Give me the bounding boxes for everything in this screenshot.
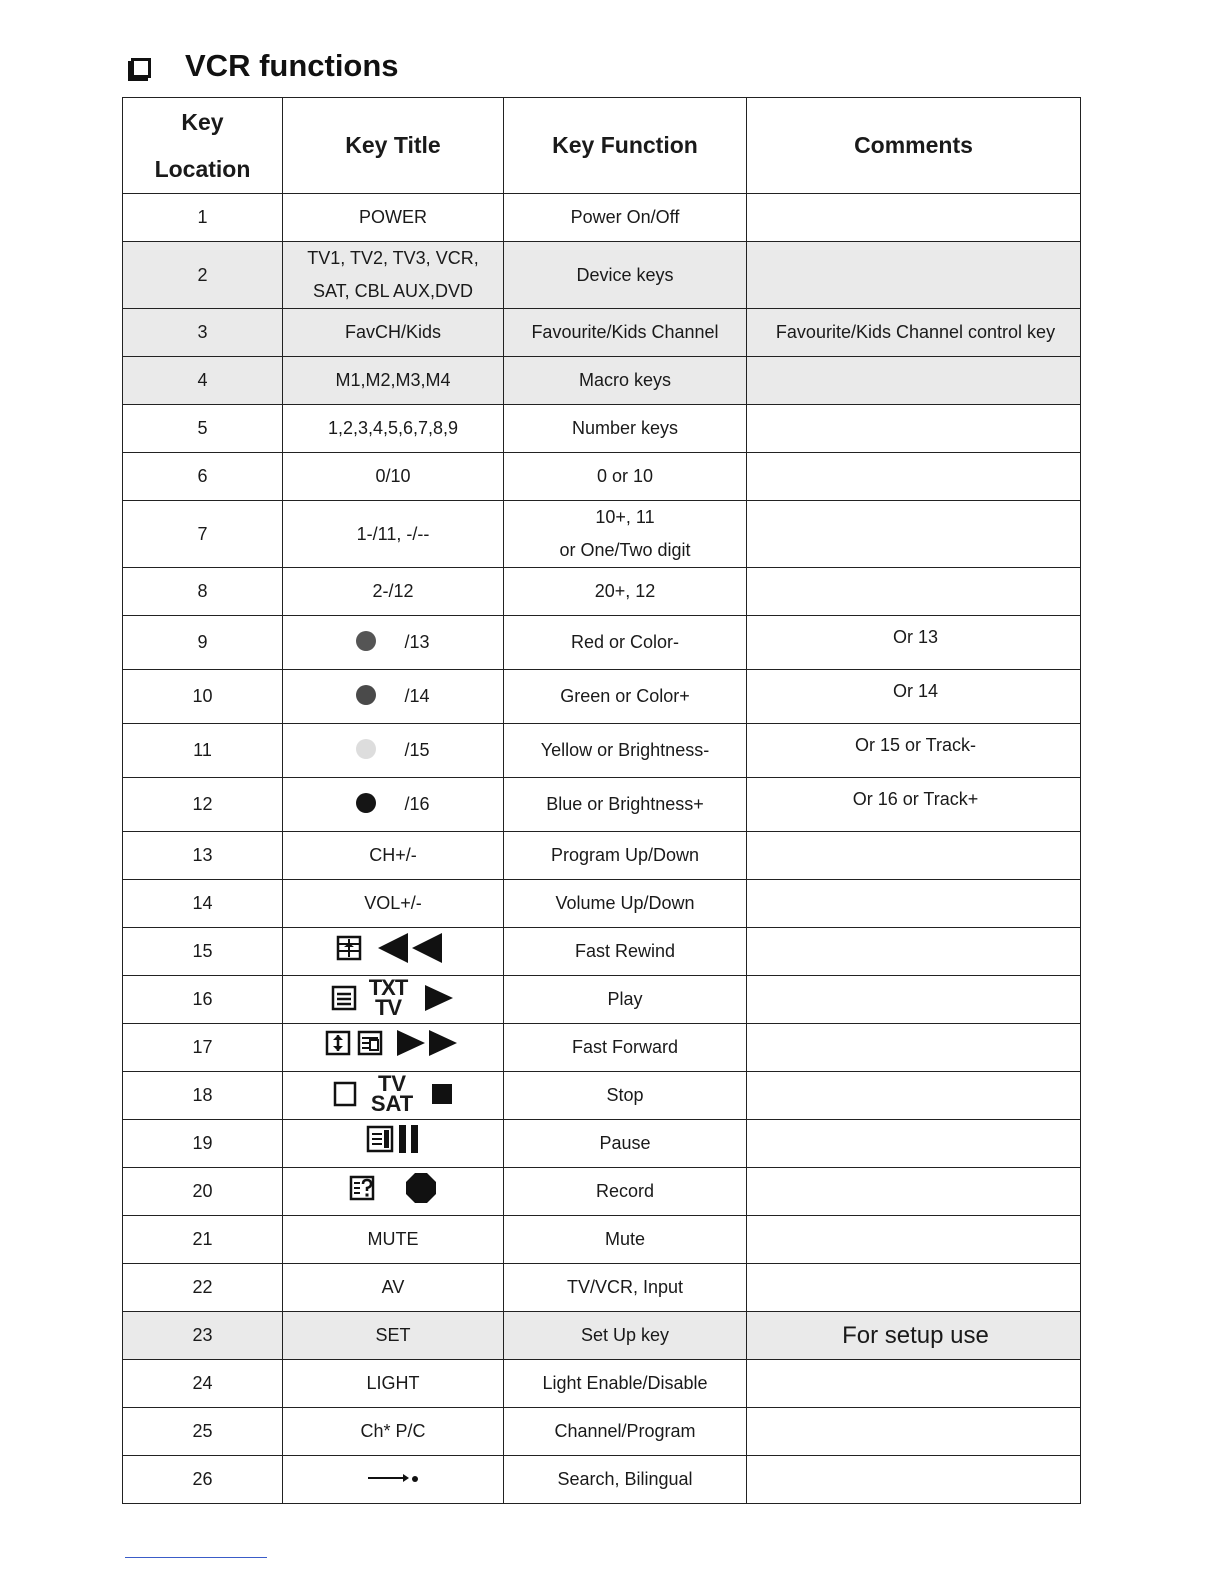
key-comment: [747, 1168, 1081, 1216]
square-bullet-icon: [131, 58, 151, 78]
section-heading: [128, 44, 399, 88]
txt-tv-icon: [368, 974, 408, 1020]
key-function: Record: [504, 1168, 747, 1216]
key-function: Number keys: [504, 405, 747, 453]
table-row: [123, 357, 1081, 405]
key-function: Play: [504, 976, 747, 1024]
tv-label: TV: [377, 1070, 407, 1096]
key-comment: Or 14: [747, 670, 1081, 724]
table-row: [123, 1072, 1081, 1120]
key-comment: [747, 405, 1081, 453]
key-comment: [747, 194, 1081, 242]
table-row: [123, 1264, 1081, 1312]
key-location: 18: [123, 1072, 283, 1120]
sat-label: SAT: [370, 1090, 414, 1116]
header-key-location-line1: Key: [181, 108, 224, 135]
table-row: [123, 1360, 1081, 1408]
header-key-function: Key Function: [504, 98, 747, 194]
table-row: [123, 724, 1081, 778]
key-title: LIGHT: [283, 1360, 504, 1408]
key-function: [504, 501, 747, 568]
table-row: [123, 1120, 1081, 1168]
key-location: 3: [123, 309, 283, 357]
table-row: [123, 1456, 1081, 1504]
key-function: Light Enable/Disable: [504, 1360, 747, 1408]
key-comment: [747, 832, 1081, 880]
vcr-functions-table: [122, 97, 1081, 1504]
table-row: [123, 194, 1081, 242]
key-title-line2: SAT, CBL AUX,DVD: [312, 281, 474, 301]
key-function: Fast Forward: [504, 1024, 747, 1072]
table-row: [123, 832, 1081, 880]
key-title: [283, 928, 504, 976]
table-row: [123, 1312, 1081, 1360]
table-row: [123, 880, 1081, 928]
key-location: 17: [123, 1024, 283, 1072]
key-title: POWER: [283, 194, 504, 242]
teletext-reveal-icon: [349, 1175, 375, 1201]
key-title: [283, 242, 504, 309]
key-location: 13: [123, 832, 283, 880]
empty-box-icon: [333, 1081, 357, 1107]
key-comment: [747, 1408, 1081, 1456]
key-title-text: /13: [404, 632, 430, 652]
header-key-title: Key Title: [283, 98, 504, 194]
key-function: Power On/Off: [504, 194, 747, 242]
key-location: 4: [123, 357, 283, 405]
key-comment: Or 16 or Track+: [747, 778, 1081, 832]
key-function: Set Up key: [504, 1312, 747, 1360]
table-row: [123, 242, 1081, 309]
key-comment: [747, 1216, 1081, 1264]
key-function: 20+, 12: [504, 568, 747, 616]
key-title: [283, 976, 504, 1024]
table-row: [123, 976, 1081, 1024]
key-comment: [747, 1360, 1081, 1408]
key-location: 26: [123, 1456, 283, 1504]
key-function: TV/VCR, Input: [504, 1264, 747, 1312]
key-function: Yellow or Brightness-: [504, 724, 747, 778]
record-icon: [405, 1172, 437, 1204]
teletext-index-icon: [336, 935, 362, 961]
pause-icon: [398, 1124, 420, 1154]
key-title: [283, 1024, 504, 1072]
key-comment: Favourite/Kids Channel control key: [747, 309, 1081, 357]
key-comment: [747, 928, 1081, 976]
key-title: FavCH/Kids: [283, 309, 504, 357]
key-title: M1,M2,M3,M4: [283, 357, 504, 405]
key-comment: [747, 976, 1081, 1024]
footer-divider: [125, 1557, 267, 1558]
key-comment: Or 15 or Track-: [747, 724, 1081, 778]
key-location: 23: [123, 1312, 283, 1360]
key-location: 22: [123, 1264, 283, 1312]
key-comment: [747, 1456, 1081, 1504]
key-function: Green or Color+: [504, 670, 747, 724]
teletext-page-icon: [331, 985, 357, 1011]
key-title: SET: [283, 1312, 504, 1360]
key-location: 6: [123, 453, 283, 501]
rewind-icon: [378, 932, 450, 964]
key-function: Macro keys: [504, 357, 747, 405]
key-location: 8: [123, 568, 283, 616]
key-function: Mute: [504, 1216, 747, 1264]
key-location: 12: [123, 778, 283, 832]
key-function: Channel/Program: [504, 1408, 747, 1456]
header-comments: Comments: [747, 98, 1081, 194]
table-row: [123, 309, 1081, 357]
table-row: [123, 778, 1081, 832]
key-comment: [747, 1120, 1081, 1168]
key-title: VOL+/-: [283, 880, 504, 928]
key-title: 0/10: [283, 453, 504, 501]
key-location: 1: [123, 194, 283, 242]
key-location: 19: [123, 1120, 283, 1168]
table-row: [123, 1168, 1081, 1216]
key-comment: [747, 568, 1081, 616]
tv-label: TV: [374, 994, 402, 1020]
key-title: CH+/-: [283, 832, 504, 880]
table-row: [123, 568, 1081, 616]
table-header-row: [123, 98, 1081, 194]
header-key-location: [123, 98, 283, 194]
teletext-subpage-icon: [357, 1030, 383, 1056]
key-function: Stop: [504, 1072, 747, 1120]
key-title-text: /15: [404, 740, 430, 760]
green-dot-icon: [356, 685, 376, 705]
key-location: 10: [123, 670, 283, 724]
key-title: [283, 1168, 504, 1216]
red-dot-icon: [356, 631, 376, 651]
key-location: 25: [123, 1408, 283, 1456]
key-location: 21: [123, 1216, 283, 1264]
key-function: Blue or Brightness+: [504, 778, 747, 832]
key-function: Volume Up/Down: [504, 880, 747, 928]
key-function: Fast Rewind: [504, 928, 747, 976]
teletext-size-icon: [325, 1030, 351, 1056]
key-comment: Or 13: [747, 616, 1081, 670]
yellow-dot-icon: [356, 739, 376, 759]
key-location: 11: [123, 724, 283, 778]
key-location: 14: [123, 880, 283, 928]
key-title: 1,2,3,4,5,6,7,8,9: [283, 405, 504, 453]
key-location: 20: [123, 1168, 283, 1216]
key-title: [283, 1120, 504, 1168]
search-arrow-icon: [367, 1471, 419, 1485]
key-title: MUTE: [283, 1216, 504, 1264]
table-row: [123, 928, 1081, 976]
key-title: [283, 670, 504, 724]
key-comment: [747, 453, 1081, 501]
key-title: [283, 1072, 504, 1120]
key-function-line2: or One/Two digit: [559, 540, 691, 560]
key-location: 2: [123, 242, 283, 309]
key-title-line1: TV1, TV2, TV3, VCR,: [307, 248, 479, 268]
table-row: [123, 1408, 1081, 1456]
key-comment: [747, 357, 1081, 405]
key-location: 24: [123, 1360, 283, 1408]
key-function: Red or Color-: [504, 616, 747, 670]
key-function: Device keys: [504, 242, 747, 309]
table-row: [123, 1216, 1081, 1264]
key-title: [283, 616, 504, 670]
key-location: 5: [123, 405, 283, 453]
key-title: AV: [283, 1264, 504, 1312]
key-title-text: /14: [404, 686, 430, 706]
key-location: 15: [123, 928, 283, 976]
blue-dot-icon: [356, 793, 376, 813]
table-row: [123, 453, 1081, 501]
key-function-line1: 10+, 11: [595, 507, 655, 527]
header-key-location-line2: Location: [154, 155, 251, 182]
key-function: Pause: [504, 1120, 747, 1168]
key-function: Program Up/Down: [504, 832, 747, 880]
key-title: [283, 724, 504, 778]
page-title: VCR functions: [185, 48, 399, 83]
key-title: 2-/12: [283, 568, 504, 616]
key-location: 16: [123, 976, 283, 1024]
key-title: [283, 778, 504, 832]
key-title: 1-/11, -/--: [283, 501, 504, 568]
play-icon: [423, 983, 455, 1013]
key-function: Search, Bilingual: [504, 1456, 747, 1504]
txt-label: TXT: [368, 974, 408, 1000]
key-comment: [747, 1264, 1081, 1312]
stop-icon: [431, 1082, 453, 1106]
table-row: [123, 1024, 1081, 1072]
tv-sat-icon: [370, 1070, 414, 1116]
key-location: 9: [123, 616, 283, 670]
key-comment: [747, 1072, 1081, 1120]
fast-forward-icon: [395, 1028, 461, 1058]
key-title-text: /16: [404, 794, 430, 814]
teletext-hold-icon: [366, 1125, 394, 1153]
table-row: [123, 501, 1081, 568]
key-comment: [747, 1024, 1081, 1072]
key-function: Favourite/Kids Channel: [504, 309, 747, 357]
table-row: [123, 405, 1081, 453]
key-title: [283, 1456, 504, 1504]
key-comment: [747, 501, 1081, 568]
key-location: 7: [123, 501, 283, 568]
key-function: 0 or 10: [504, 453, 747, 501]
key-title: Ch* P/C: [283, 1408, 504, 1456]
key-comment: For setup use: [747, 1312, 1081, 1360]
table-row: [123, 616, 1081, 670]
key-comment: [747, 880, 1081, 928]
table-row: [123, 670, 1081, 724]
key-comment: [747, 242, 1081, 309]
